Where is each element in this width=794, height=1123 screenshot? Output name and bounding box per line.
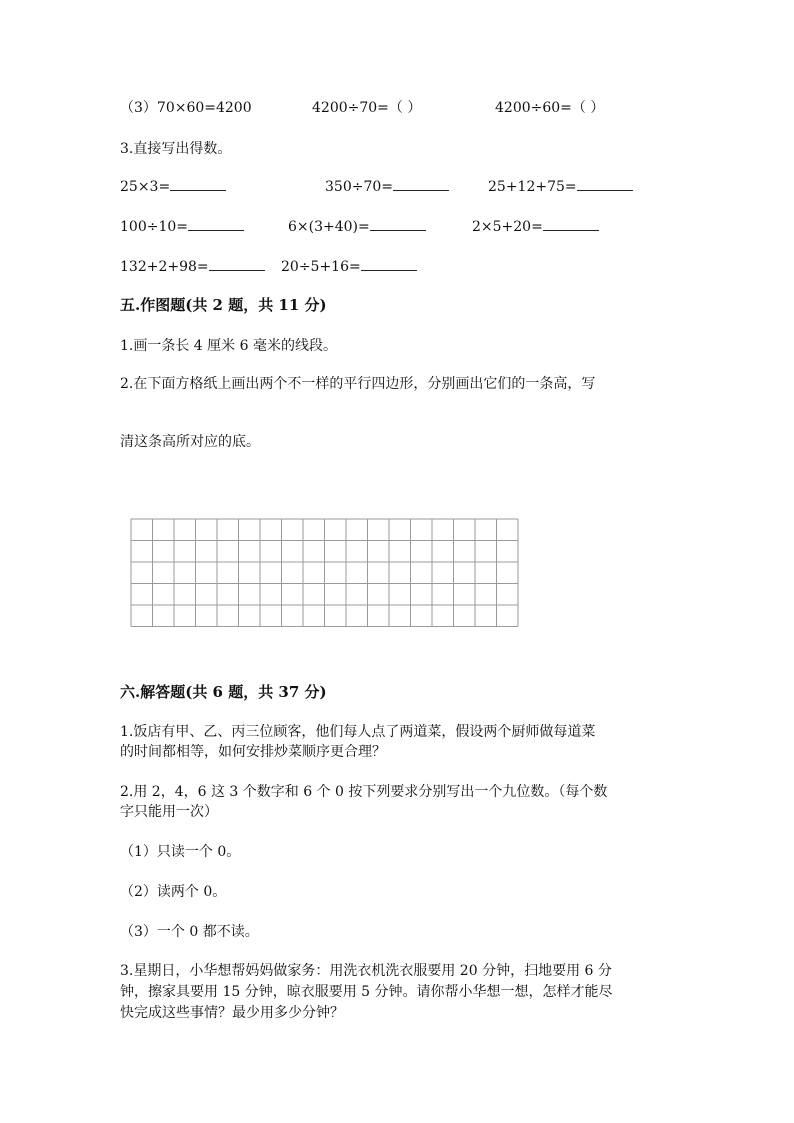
section6-q2-part3: （3）一个 0 都不读。 bbox=[120, 924, 259, 940]
q3-item bbox=[488, 178, 633, 195]
section6-q3-line2: 钟，擦家具要用 15 分钟，晾衣服要用 5 分钟。请你帮小华想一想，怎样才能尽 bbox=[120, 984, 613, 1000]
section6-q2-line1: 2.用 2，4，6 这 3 个数字和 6 个 0 按下列要求分别写出一个九位数。（每个数 bbox=[120, 784, 608, 800]
q2-part3-blank-a: 4200÷70=（ ） bbox=[312, 100, 422, 116]
answer-blank bbox=[393, 178, 449, 191]
q3-item bbox=[288, 218, 426, 235]
q3-expression: 132+2+98= bbox=[120, 259, 209, 275]
section6-q3-line3: 快完成这些事情？最少用多少分钟？ bbox=[120, 1005, 344, 1021]
section5-q1: 1.画一条长 4 厘米 6 毫米的线段。 bbox=[120, 338, 337, 354]
graph-paper-grid bbox=[130, 518, 520, 630]
q3-expression: 6×(3+40)= bbox=[288, 219, 370, 235]
section6-q2-part1: （1）只读一个 0。 bbox=[120, 844, 241, 860]
q3-expression: 25×3= bbox=[120, 179, 171, 195]
answer-blank bbox=[370, 218, 426, 231]
section6-title: 六.解答题(共 6 题，共 37 分) bbox=[120, 683, 327, 701]
q3-expression: 25+12+75= bbox=[488, 179, 577, 195]
section6-q1-line2: 的时间都相等，如何安排炒菜顺序更合理？ bbox=[120, 744, 386, 760]
q3-item bbox=[325, 178, 449, 195]
q3-expression: 100÷10= bbox=[120, 219, 188, 235]
section6-q1-line1: 1.饭店有甲、乙、丙三位顾客，他们每人点了两道菜，假设两个厨师做每道菜 bbox=[120, 724, 596, 740]
answer-blank bbox=[361, 258, 417, 271]
q3-item bbox=[120, 258, 265, 275]
graph-paper-svg bbox=[130, 518, 520, 630]
q2-part3-blank-b: 4200÷60=（ ） bbox=[495, 100, 605, 116]
section6-q2-part2: （2）读两个 0。 bbox=[120, 884, 227, 900]
section6-q2-line2: 字只能用一次） bbox=[120, 804, 218, 820]
q3-expression: 2×5+20= bbox=[472, 219, 543, 235]
q3-item bbox=[281, 258, 417, 275]
q3-title: 3.直接写出得数。 bbox=[120, 141, 232, 157]
answer-blank bbox=[170, 178, 226, 191]
q3-item bbox=[120, 218, 244, 235]
answer-blank bbox=[577, 178, 633, 191]
section5-title: 五.作图题(共 2 题，共 11 分) bbox=[120, 296, 327, 314]
q3-expression: 20÷5+16= bbox=[281, 259, 361, 275]
q2-part3-given: （3）70×60=4200 bbox=[120, 100, 252, 116]
answer-blank bbox=[188, 218, 244, 231]
q3-item bbox=[120, 178, 226, 195]
q3-item bbox=[472, 218, 599, 235]
section5-q2-line1: 2.在下面方格纸上画出两个不一样的平行四边形，分别画出它们的一条高，写 bbox=[120, 376, 596, 392]
answer-blank bbox=[209, 258, 265, 271]
answer-blank bbox=[543, 218, 599, 231]
section6-q3-line1: 3.星期日，小华想帮妈妈做家务：用洗衣机洗衣服要用 20 分钟，扫地要用 6 分 bbox=[120, 963, 612, 979]
q3-expression: 350÷70= bbox=[325, 179, 393, 195]
section5-q2-line2: 清这条高所对应的底。 bbox=[120, 434, 260, 450]
